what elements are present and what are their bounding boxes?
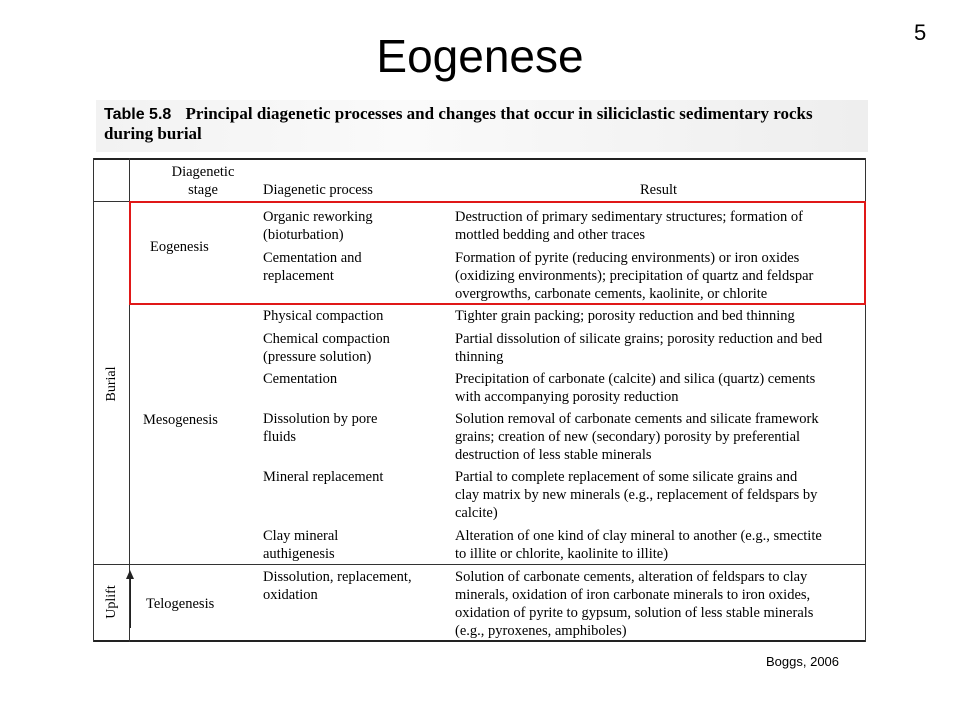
- burial-label: Burial: [104, 366, 119, 402]
- slide-title: Eogenese: [376, 30, 584, 82]
- process-cell: Mineral replacement: [263, 469, 384, 485]
- process-cell: Chemical compaction (pressure solution): [263, 331, 390, 365]
- table-title: Principal diagenetic processes and changes that occur in siliciclastic sedimentary rocks during burial: [104, 104, 813, 143]
- process-cell: Cementation and replacement: [263, 250, 362, 284]
- result-cell: Precipitation of carbonate (calcite) and silica (quartz) cements with accompanying porosity reduction: [455, 371, 816, 405]
- process-cell: Clay mineral authigenesis: [263, 528, 339, 562]
- result-cell: Tighter grain packing; porosity reduction and bed thinning: [455, 308, 795, 324]
- stage-eogenesis: Eogenesis: [150, 239, 209, 255]
- left-border: [93, 158, 94, 642]
- slide-number: 5: [914, 20, 927, 45]
- uplift-arrow-shaft: [130, 578, 131, 628]
- table-number: Table 5.8: [104, 106, 172, 123]
- source-credit: Boggs, 2006: [766, 654, 840, 669]
- process-cell: Dissolution by pore fluids: [263, 411, 378, 445]
- process-cell: Organic reworking (bioturbation): [263, 209, 373, 243]
- header-result: Result: [640, 182, 678, 198]
- process-cell: Cementation: [263, 371, 338, 387]
- uplift-arrow-icon: [126, 570, 134, 579]
- result-cell: Formation of pyrite (reducing environments) or iron oxides (oxidizing environments); precipitation of quartz and feldspar overgrowths, carbonate cements, kaolinite, or chlorite: [455, 250, 814, 302]
- header-stage: Diagenetic stage: [171, 164, 235, 198]
- eogenesis-highlight-box: [129, 201, 866, 305]
- stage-telogenesis: Telogenesis: [146, 596, 215, 612]
- result-cell: Partial to complete replacement of some silicate grains and clay matrix by new minerals (e.g., replacement of feldspars by calcite): [455, 469, 818, 521]
- stage-mesogenesis: Mesogenesis: [143, 412, 218, 428]
- result-cell: Solution removal of carbonate cements and silicate framework grains; creation of new (secondary) porosity by preferential destruction of less stable minerals: [455, 411, 819, 463]
- result-cell: Destruction of primary sedimentary structures; formation of mottled bedding and other traces: [455, 209, 803, 243]
- table-caption: [104, 104, 864, 143]
- telogenesis-rule: [93, 564, 866, 565]
- process-cell: Physical compaction: [263, 308, 384, 324]
- result-cell: Partial dissolution of silicate grains; porosity reduction and bed thinning: [455, 331, 823, 365]
- uplift-label: Uplift: [104, 585, 119, 619]
- result-cell: Solution of carbonate cements, alteration of feldspars to clay minerals, oxidation of iron carbonate minerals to iron oxides, oxidation of pyrite to gypsum, solution of less stable minerals (e.g., pyroxenes, amphiboles): [455, 569, 814, 639]
- result-cell: Alteration of one kind of clay mineral to another (e.g., smectite to illite or chlorite, kaolinite to illite): [455, 528, 822, 562]
- process-cell: Dissolution, replacement, oxidation: [263, 569, 412, 603]
- header-process: Diagenetic process: [263, 182, 373, 198]
